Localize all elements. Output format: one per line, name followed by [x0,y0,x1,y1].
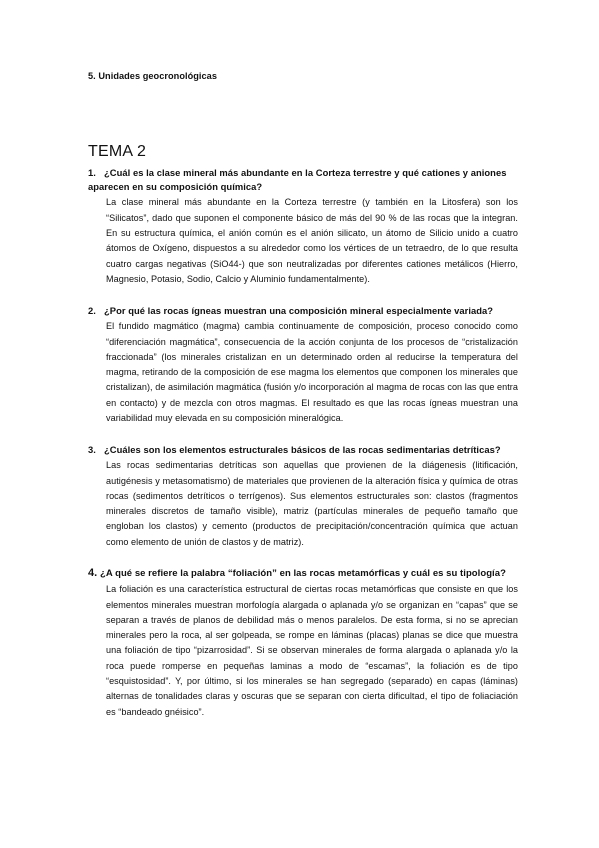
question-text: ¿A qué se refiere la palabra “foliación” en las rocas metamórficas y cuál es su tipología? [100,568,506,579]
answer-paragraph: La foliación es una característica estructural de ciertas rocas metamórficas que consiste en que los elementos minerales muestran morfología alargada o aplanada y/o se organizan en “capas” que se separan a través de planos de debilidad más o menos paralelos. De esta forma, si no se aprecian minerales pero la roca, al ser golpeada, se rompe en láminas (placas) planas se dice que muestra una foliación de tipo “pizarrosidad”. Si se observan minerales de forma alargada o aplanada y/o la roca puede romperse en pequeñas laminas a modo de “escamas”, la foliación es de tipo “esquistosidad”. Y, por último, si los minerales se han segregado (separado) en capas (láminas) alternas de tonalidades claras y oscuras que se separan con cierta dificultad, el tipo de foliaciación es “bandeado gnéisico”. [106,584,518,717]
question-title [88,304,518,318]
question-block [88,166,518,287]
question-number: 4. [88,567,98,579]
question-block [88,566,518,720]
question-title [88,443,518,457]
answer-paragraph: La clase mineral más abundante en la Corteza terrestre (y también en la Litosfera) son los “Silicatos”, dado que suponen el componente básico de más del 90 % de las rocas que la integran. En su estructura química, el anión común es el anión silicato, un átomo de Silicio unido a cuatro átomos de Oxígeno, dispuestos a su alrededor como los vértices de un tetraedro, de lo que resulta cuatro cargas negativas (SiO44-) que son neutralizadas por diferentes cationes metálicos (Hierro, Magnesio, Potasio, Sodio, Calcio y Aluminio fundamentalmente). [106,197,518,284]
question-text: ¿Cuál es la clase mineral más abundante en la Corteza terrestre y qué cationes y aniones aparecen en su composición química? [88,167,507,193]
question-block [88,443,518,550]
question-text: ¿Cuáles son los elementos estructurales básicos de las rocas sedimentarias detríticas? [104,444,501,455]
question-number: 2. [88,305,96,316]
question-text: ¿Por qué las rocas ígneas muestran una composición mineral especialmente variada? [104,305,494,316]
previous-section-item: 5. Unidades geocronológicas [88,71,217,81]
question-block [88,304,518,426]
question-number: 1. [88,167,96,178]
question-title [88,166,518,194]
question-number: 3. [88,444,96,455]
answer-paragraph: Las rocas sedimentarias detríticas son aquellas que provienen de la diágenesis (litificación, autigénesis y metasomatismo) de materiales que provienen de la alteración física y química de otras rocas (sedimentos detríticos o terrígenos). Sus elementos estructurales son: clastos (fragmentos minerales discretos de tamaño visible), matriz (partículas minerales de pequeño tamaño que engloban los clastos) y cemento (productos de precipitación/concentración química que actuan como elemento de unión de clastos y de matriz). [106,460,518,547]
page-title: TEMA 2 [88,143,147,160]
answer-paragraph: El fundido magmático (magma) cambia continuamente de composición, proceso conocido como “diferenciación magmática”, consecuencia de la acción conjunta de los procesos de “cristalización fraccionada” (los minerales cristalizan en un determinado orden al reducirse la temperatura del magma, retirando de la composición de ese magma los elementos que componen los minerales que cristalizan), de asimilación magmática (fusión y/o incorporación al magma de rocas con las que entra en contacto) y de mezcla con otros magmas. El resultado es que las rocas ígneas muestran una variabilidad muy elevada en su composición mineralógica. [106,321,518,423]
question-title [88,566,518,581]
